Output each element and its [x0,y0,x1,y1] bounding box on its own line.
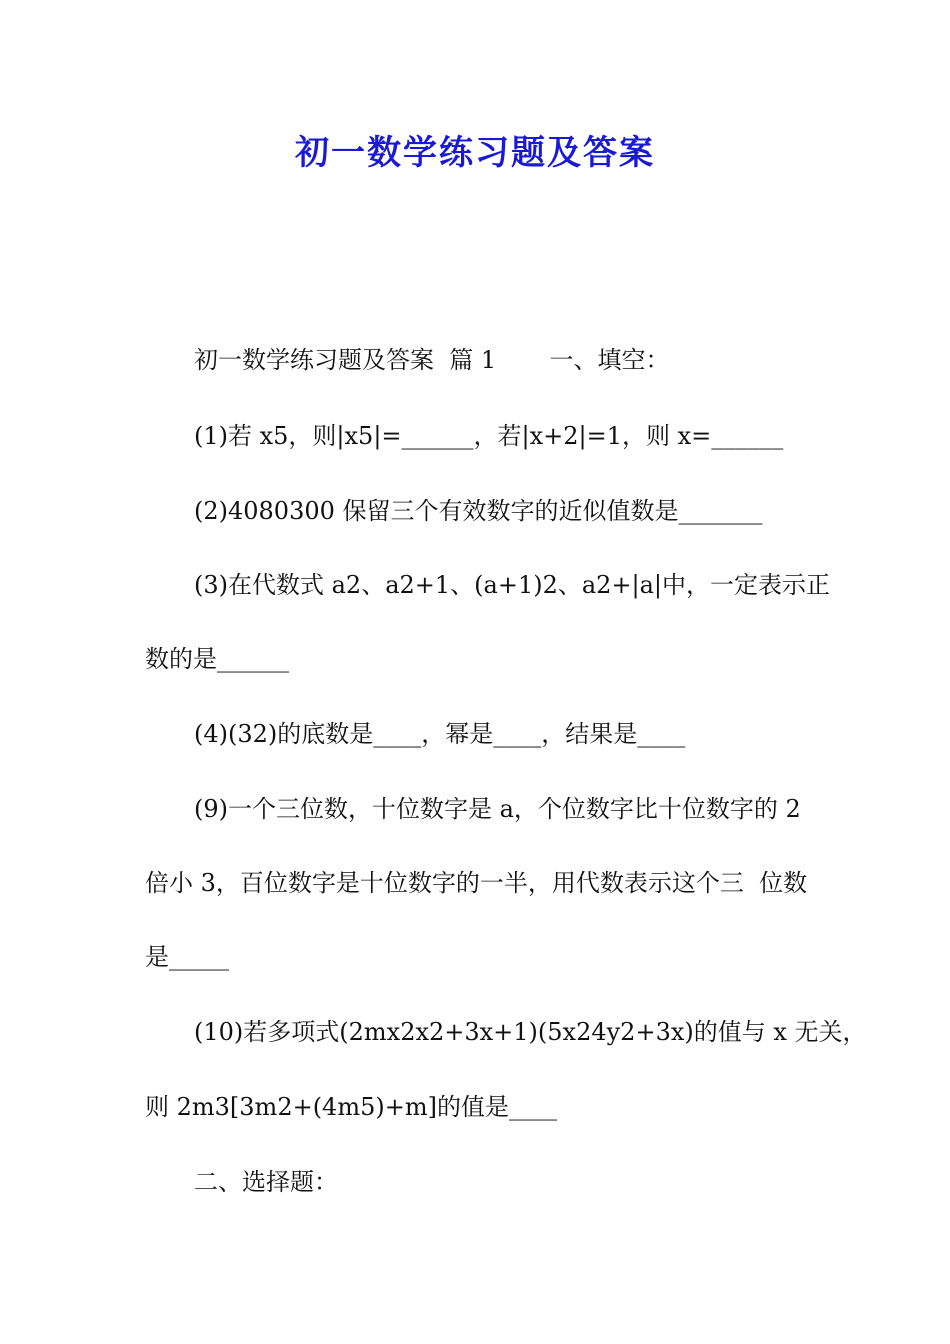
question-9-line-1: (9)一个三位数，十位数字是 a，个位数字比十位数字的 2 [194,795,801,823]
question-2: (2)4080300 保留三个有效数字的近似值数是_______ [194,497,763,525]
question-9-line-2: 倍小 3，百位数字是十位数字的一半，用代数表示这个三 位数 [145,869,808,897]
section-heading-line: 初一数学练习题及答案 篇 1 一、填空： [194,346,670,374]
question-1: (1)若 x5，则|x5|=______，若|x+2|=1，则 x=______ [194,422,784,450]
question-3-line-2: 数的是______ [145,645,289,673]
question-10-line-1: (10)若多项式(2mx2x2+3x+1)(5x24y2+3x)的值与 x 无关， [194,1018,867,1046]
document-title: 初一数学练习题及答案 [295,133,655,173]
question-9-line-3: 是_____ [145,943,229,971]
question-3-line-1: (3)在代数式 a2、a2+1、(a+1)2、a2+|a|中，一定表示正 [194,571,831,599]
question-4: (4)(32)的底数是____，幂是____，结果是____ [194,720,686,748]
question-10-line-2: 则 2m3[3m2+(4m5)+m]的值是____ [145,1093,557,1121]
section-2-heading: 二、选择题： [194,1168,338,1196]
